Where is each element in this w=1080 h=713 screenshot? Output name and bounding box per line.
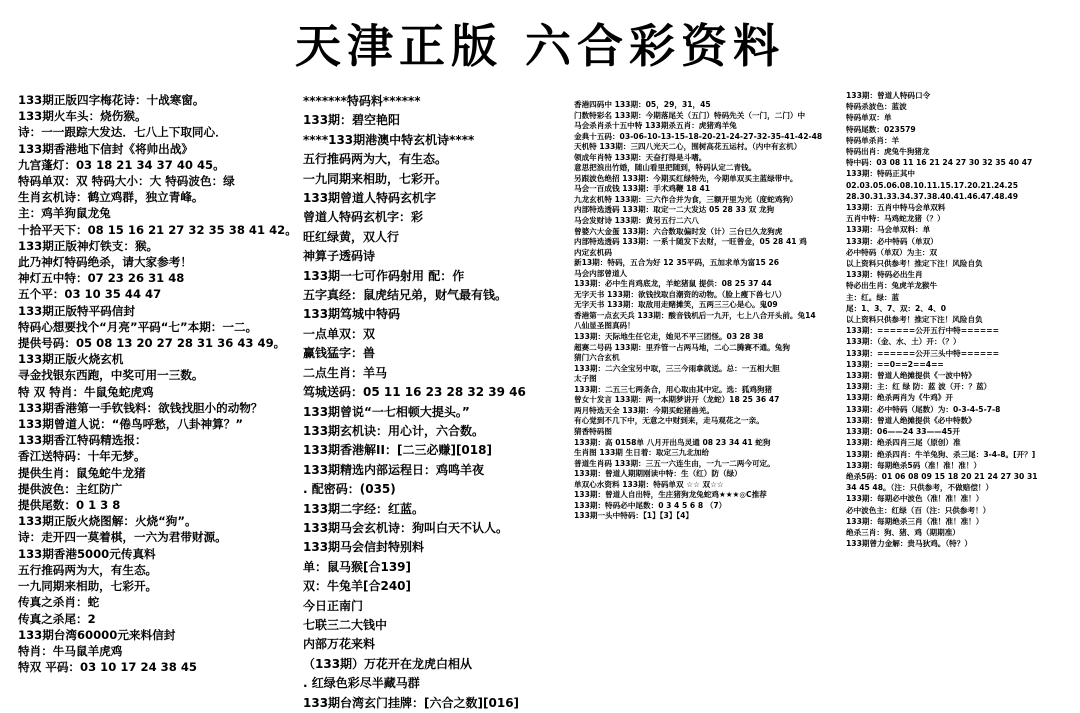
text-line: 提供波色：主红防广: [18, 481, 123, 496]
text-line: 马会一百成钱 133期：手术鸡鞭 18 41: [574, 184, 711, 194]
column-3: [574, 100, 846, 522]
text-line: 提供尾数：0 1 3 8: [18, 498, 121, 513]
text-line: 133期：曾道人绝摊提供《一波中特》: [846, 371, 976, 381]
text-line: 诗：走开四一莫着棋，一六为君带财源。: [18, 530, 227, 545]
text-line: 二点生肖：羊马: [303, 365, 388, 380]
text-line: 133期：特码正其中: [846, 169, 916, 179]
text-line: 133期一七可作码射用 配：作: [303, 268, 465, 283]
text-line: 28.30.31.33.34.37.38.40.41.46.47.48.49: [846, 191, 1018, 201]
text-line: 133期一头中特码：【1】【3】【4】: [574, 511, 694, 521]
text-line: 超赛二号码 133期：里乔管一占两马地，二心二腾赛不通。兔狗: [574, 342, 790, 352]
text-line: 特码单杀肖：羊: [846, 135, 900, 145]
text-line: 133期香港地下信封《将帅出战》: [18, 141, 193, 156]
text-line: 133期：==0==2==4==: [846, 359, 944, 369]
text-line: 133期二字经：红蓝。: [303, 501, 425, 516]
text-line: 内部特选透码 133期：一系十随发下去财，一旺曾金，05 28 41 鸡: [574, 237, 807, 247]
text-line: 133期：必中生肖鸡底龙，羊蛇猪鼠 提供：08 25 37 44: [574, 279, 772, 289]
text-line: 提供生肖：鼠兔蛇牛龙猪: [18, 465, 146, 480]
text-line: 无字天书 133期：取敌用走赌摊笑，五两三三心是心。鬼09: [574, 300, 778, 310]
text-line: 五肖中特：马鸡蛇龙猪（？）: [846, 214, 945, 224]
column-4: [846, 90, 1076, 549]
text-line: 神算子透码诗: [303, 249, 376, 264]
text-line: 香港四码中 133期：05，29，31，45: [574, 100, 711, 109]
text-line: 九龙玄机特 133期：三六作合并为食，三额开里为光（度蛇鸡狗）: [574, 194, 798, 204]
text-line: 曾道人特码玄机字：彩: [303, 210, 424, 225]
text-line: 133期：碧空艳阳: [303, 113, 401, 128]
text-line: 133期：（金、水、土）开：（？）: [846, 337, 961, 347]
text-line: 马会内部曾道人: [574, 268, 628, 278]
text-line: 金典十五码：03-06-10-13-15-18-20-21-24-27-32-35-41-42-48: [574, 131, 823, 141]
text-line: 133期精选内部运程日：鸡鸣羊夜: [303, 462, 485, 477]
text-line: 34 45 48。（注：只供参考，不做赔偿！）: [846, 483, 994, 493]
text-line: 特码心想要找个“月亮”平码“七”本期：一二。: [18, 319, 258, 334]
text-line: 133期：特码必中尾数：0 3 4 5 6 8 （7）: [574, 500, 727, 510]
text-line: 赢钱猛字：兽: [303, 346, 376, 361]
text-line: 香港第一点玄天兵 133期：酸音钱机后一九开，七上八合开头前。兔14: [574, 310, 816, 320]
text-line: 一九同期来相助，七彩开。: [18, 579, 158, 594]
text-line: 传真之杀尾：2: [18, 611, 96, 626]
text-line: 133期正版火烧图解：火烧“狗”。: [18, 514, 197, 529]
text-line: 133期香江特码精选报：: [18, 433, 147, 448]
text-line: 五字真经：鼠虎结兄弟，财气最有钱。: [303, 288, 508, 303]
text-line: 133期：曾道人期期刚读中特：生（红）防（绿）: [574, 469, 742, 479]
text-line: 133期正版四字梅花诗：十战寒窗。: [18, 93, 205, 107]
text-line: 133期正版特平码信封: [18, 303, 135, 318]
text-line: 133期正版神灯铁支：猴。: [18, 238, 159, 253]
text-line: 133期：每期必中波色（准！准！准！）: [846, 494, 984, 504]
text-line: 此乃神灯特码绝杀，请大家参考！: [18, 255, 192, 270]
text-line: 特码杀波色：蓝波: [846, 102, 907, 112]
column-2: [303, 92, 565, 713]
text-line: 另跟波色绝招 133期：今期买红绿特先，今期单双买主蓝绿带中。: [574, 173, 798, 183]
text-line: 133期曾力金解：贵马狄鸡。（特？）: [846, 539, 972, 549]
text-line: 133期：二六全宝另中取，三三今雨拿就送。总：一五相大胆: [574, 363, 780, 373]
text-line: . 红绿色彩尽半藏马群: [303, 676, 420, 691]
text-line: 有心觉到不几下中，无意之中财到来，走马观花之一亲。: [574, 416, 764, 426]
text-line: 133期：二五三七两条合，用心取由其中定。选：狐鸡狗猪: [574, 384, 773, 394]
text-line: 133期台湾玄门挂牌：[六合之数][016]: [303, 695, 520, 710]
text-line: 笃城送码：05 11 16 23 28 32 39 46: [303, 385, 526, 400]
text-line: ****133期港澳中特玄机诗****: [303, 132, 475, 147]
text-line: 神灯五中特：07 23 26 31 48: [18, 271, 185, 286]
text-line: 绝杀5码：01 06 08 09 15 18 20 21 24 27 30 31: [846, 471, 1038, 481]
text-line: 133期：曾道人特码口令: [846, 91, 931, 100]
text-line: 马会发财诗 133期：黄另五行二六八: [574, 216, 699, 226]
text-line: 133期正版火烧玄机: [18, 352, 124, 367]
text-line: 香江送特码：十年无梦。: [18, 449, 146, 464]
text-line: 天机特 133期：三四八光天二心，围树高花五运村。（内中有玄机）: [574, 142, 802, 152]
text-line: 必中特码（单双）为主：双: [846, 247, 938, 257]
text-line: 133期：五肖中特马会单双料: [846, 203, 946, 213]
text-line: 133期马会玄机诗：狗叫白天不认人。: [303, 520, 509, 535]
text-line: 133期香港第一手钦钱料：欲钱找胆小的动物？: [18, 400, 263, 415]
text-line: 九宫蓬灯：03 18 21 34 37 40 45。: [18, 157, 225, 172]
text-line: 五行推码两为大，有生态。: [18, 562, 158, 577]
text-line: 133期笃城中特码: [303, 307, 401, 322]
text-line: 133期：======公开三头中特======: [846, 348, 999, 358]
text-line: 133期马会信封特别料: [303, 540, 425, 555]
text-line: 必中波色主：红绿（百（注：只供参考！）: [846, 505, 991, 515]
text-line: 内部万花来料: [303, 637, 376, 652]
text-line: 133期：必中特码（尾数）为：0-3-4-5-7-8: [846, 404, 1001, 414]
text-line: 特双 平码：03 10 17 24 38 45: [18, 660, 197, 675]
text-line: 十拾平天下：08 15 16 21 27 32 35 38 41 42。: [18, 222, 297, 237]
text-line: 尾：1、3、7、双：2、4、0: [846, 303, 947, 313]
text-line: 五行推码两为大，有生态。: [303, 152, 448, 167]
text-line: 133期曾道人特码玄机字: [303, 191, 437, 206]
text-line: 猜门六合玄机: [574, 353, 620, 363]
text-line: 两月特选天全 133期：今期买蛇猪兽羌。: [574, 405, 714, 415]
text-line: 特码单双：双 特码大小：大 特码波色：绿: [18, 174, 235, 189]
text-line: 特码单双：单: [846, 113, 892, 123]
text-line: 单：鼠马猴[合139]: [303, 559, 412, 574]
text-line: 133期：======公开五行中特======: [846, 326, 999, 336]
text-line: 新13期：特码，五合为好 12 35平码，五加求单为富15 26: [574, 258, 780, 268]
page-title: 天津正版 六合彩资料: [294, 19, 785, 73]
text-line: 133期台湾60000元来料信封: [18, 627, 176, 642]
text-line: 02.03.05.06.08.10.11.15.17.20.21.24.25: [846, 180, 1018, 190]
text-line: 旺红绿黄，双人行: [303, 229, 400, 244]
text-line: 内定玄机码: [574, 247, 612, 257]
text-line: （133期）万花开在龙虎白相从: [303, 656, 473, 671]
text-line: 133期香港解II：[二三必赚][018]: [303, 443, 492, 458]
text-line: 太子图: [574, 374, 597, 384]
text-line: 一九同期来相助，七彩开。: [303, 171, 448, 186]
text-line: 特码出肖：虎兔牛狗猪龙: [846, 147, 930, 157]
text-line: 诗：一一跟踪大发达．七八上下取同心．: [18, 125, 227, 140]
text-line: 133期：每期绝杀5码（准！准！准！）: [846, 460, 982, 470]
text-line: 133期曾说“一七相顿大提头。”: [303, 404, 470, 419]
text-line: 生肖图 133期 生日着：取定三九北加给: [574, 448, 710, 458]
text-line: 133期火车头：烧伤猴。: [18, 109, 147, 124]
text-line: 门数特彩名 133期：今期落尾关（五门）特码先关（一门，二门）中: [574, 110, 806, 120]
text-line: 曾女十发言 133期：两一本期梦讲开（龙蛇）18 25 36 47: [574, 395, 780, 405]
text-line: 特码尾数：023579: [846, 124, 916, 134]
text-line: 寻金找银东西跑，中奖可用一三数。: [18, 368, 204, 383]
text-line: 特肖：牛马鼠羊虎鸡: [18, 643, 123, 658]
text-line: 133期：绝杀两肖为《牛鸡》开: [846, 393, 953, 403]
text-line: 八仙显圣图真码！: [574, 321, 635, 331]
text-line: 主：鸡羊狗鼠龙兔: [18, 206, 111, 221]
text-line: 绝杀三肖：狗、猪、鸡（期期准）: [846, 527, 960, 537]
text-line: 猜香特码图: [574, 426, 612, 436]
text-line: 五个平：03 10 35 44 47: [18, 287, 162, 302]
text-line: 133期玄机诀：用心计，六合数。: [303, 423, 485, 438]
text-line: 133期：曾道人自出特，生庄猪狗龙兔蛇鸡★★★◎C推荐: [574, 490, 767, 500]
text-line: 传真之杀肖：蛇: [18, 595, 100, 610]
text-line: 133期：绝杀四肖：牛羊兔狗、杀三尾：3-4-8。[开？]: [846, 449, 1036, 459]
column-1: [18, 92, 303, 675]
text-line: 提供号码：05 08 13 20 27 28 31 36 43 49。: [18, 336, 286, 351]
text-line: 133期：必中特码（单双）: [846, 236, 938, 246]
text-line: *******特码料******: [303, 94, 421, 108]
text-line: 无字天书 133期：欲钱找取自潮资的动物。（脸上瘦下兽七八）: [574, 289, 787, 299]
text-line: 以上资料只供参考！推定下注！风险自负: [846, 315, 983, 325]
text-line: 生肖玄机诗：鹤立鸡群，独立青峰。: [18, 190, 204, 205]
text-line: 主：红。绿：蓝: [846, 292, 900, 302]
text-line: 133期：高 0158单 八月开出鸟灵通 08 23 34 41 蛇狗: [574, 437, 771, 447]
text-line: 普道生肖码 133期：三五一六连生由，一九一二两今可定。: [574, 458, 775, 468]
text-line: 双：牛兔羊[合240]: [303, 579, 412, 594]
text-line: 曾婆六大金蛋 133期：六合数取偏时发（计）三台已久龙狗虎: [574, 226, 783, 236]
text-line: 意思把浪出竹婚，随山看里把随到，特码认定二青钱。: [574, 163, 757, 173]
text-line: 一点单双：双: [303, 326, 376, 341]
text-line: 以上资料只供参考！推定下注！风险自负: [846, 259, 983, 269]
text-line: . 配密码：(035): [303, 482, 396, 497]
text-line: 七联三二大钱中: [303, 617, 388, 632]
text-line: 特中码：03 08 11 16 21 24 27 30 32 35 40 47: [846, 158, 1033, 168]
text-line: 领成年肖特 133期：天奋打得是斗嗜。: [574, 152, 707, 162]
text-line: 内部特选透码 133期：取定一二大发达 05 28 33 双 龙狗: [574, 205, 775, 215]
text-line: 单双心水资料 133期：特码单双 ☆☆ 双☆☆: [574, 479, 724, 489]
text-line: 133期：马会单双料：单: [846, 225, 931, 235]
text-line: 马会杀肖杀十五中特 133期杀五肖：虎猪鸡羊兔: [574, 121, 737, 131]
text-line: 133期：特码必出生肖: [846, 270, 923, 280]
text-line: 今日正南门: [303, 598, 364, 613]
text-line: 133期：每期绝杀三肖（准！准！准！）: [846, 516, 984, 526]
text-line: 133期曾道人说：“倦鸟呼愁，八卦神算？”: [18, 417, 243, 432]
text-line: 133期：曾道人绝摊提供《必中特数》: [846, 415, 976, 425]
text-line: 特 双 特肖：牛鼠兔蛇虎鸡: [18, 384, 154, 399]
text-line: 133期：绝杀四肖三尾（原创）准: [846, 438, 961, 448]
text-line: 特必出生肖：兔虎羊龙猴牛: [846, 281, 938, 291]
text-line: 133期：天际地生任它走，她见不平三团怪。03 28 38: [574, 332, 764, 342]
text-line: 133期：主：红 绿 防：蓝 波（开：？蓝）: [846, 382, 992, 392]
text-line: 133期：06——24 33——45开: [846, 427, 960, 437]
text-line: 133期香港5000元传真料: [18, 546, 156, 561]
